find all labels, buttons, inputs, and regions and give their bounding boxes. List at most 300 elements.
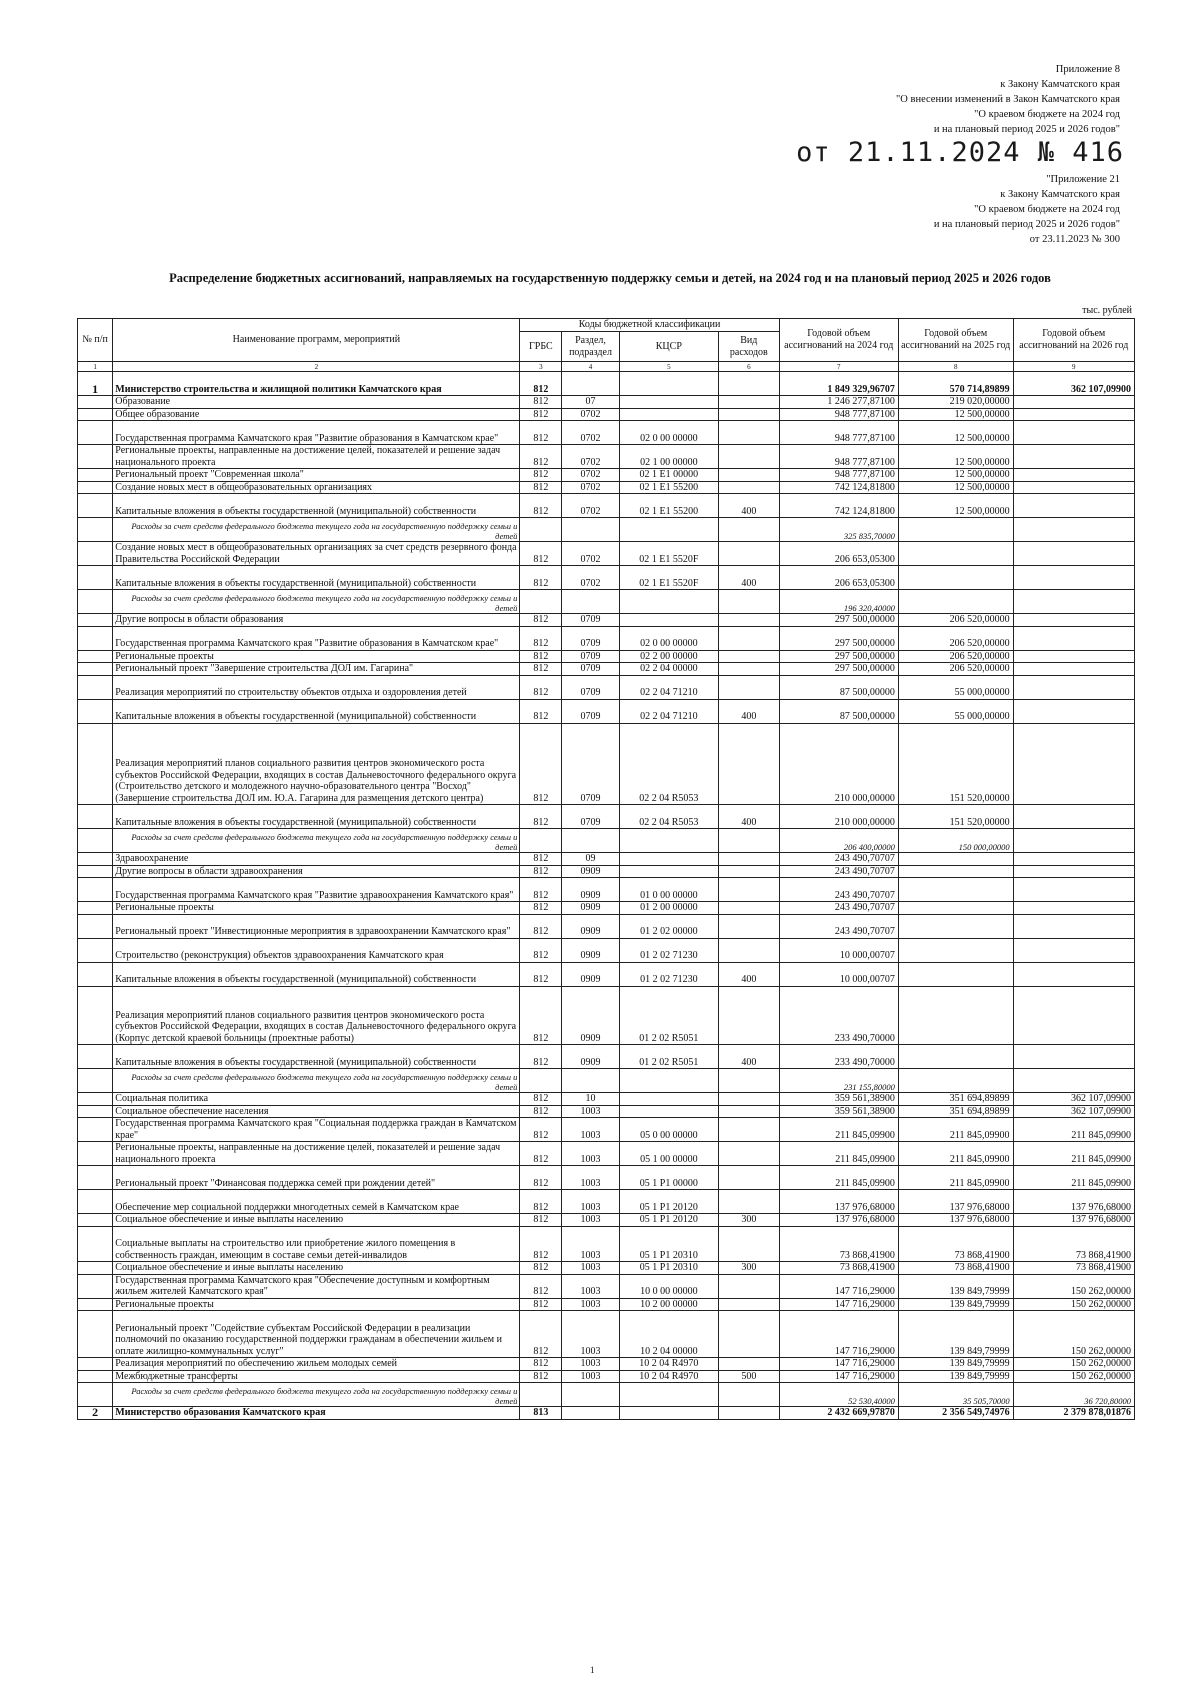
row-vid bbox=[718, 518, 779, 542]
table-row bbox=[78, 962, 1135, 986]
row-vid bbox=[718, 902, 779, 915]
row-section: 0909 bbox=[562, 962, 619, 986]
column-number: 1 bbox=[78, 362, 113, 372]
row-grbs: 812 bbox=[520, 1118, 562, 1142]
row-grbs: 812 bbox=[520, 469, 562, 482]
table-row bbox=[78, 1370, 1135, 1383]
row-vid bbox=[718, 1274, 779, 1298]
row-section: 0709 bbox=[562, 626, 619, 650]
row-grbs: 812 bbox=[520, 902, 562, 915]
header-line: и на плановый период 2025 и 2026 годов" bbox=[933, 124, 1120, 135]
row-kcsr bbox=[619, 372, 718, 396]
row-kcsr: 02 1 E1 5520F bbox=[619, 542, 718, 566]
row-value-2025: 73 868,41900 bbox=[898, 1262, 1013, 1275]
row-value-2025: 151 520,00000 bbox=[898, 805, 1013, 829]
row-kcsr: 05 1 P1 20310 bbox=[619, 1226, 718, 1262]
row-value-2024: 742 124,81800 bbox=[779, 494, 898, 518]
row-grbs: 812 bbox=[520, 962, 562, 986]
row-value-2026 bbox=[1013, 962, 1134, 986]
table-row bbox=[78, 1358, 1135, 1371]
column-number: 4 bbox=[562, 362, 619, 372]
row-value-2026 bbox=[1013, 469, 1134, 482]
row-number bbox=[78, 1190, 113, 1214]
row-vid: 400 bbox=[718, 805, 779, 829]
row-value-2025: 139 849,79999 bbox=[898, 1370, 1013, 1383]
row-name: Другие вопросы в области здравоохранения bbox=[113, 865, 520, 878]
header-line: "О краевом бюджете на 2024 год bbox=[974, 204, 1120, 215]
row-section bbox=[562, 829, 619, 853]
row-grbs bbox=[520, 829, 562, 853]
table-row bbox=[78, 675, 1135, 699]
table-row bbox=[78, 1262, 1135, 1275]
row-name: Образование bbox=[113, 396, 520, 409]
table-row bbox=[78, 1069, 1135, 1093]
row-value-2025: 206 520,00000 bbox=[898, 663, 1013, 676]
row-value-2026: 211 845,09900 bbox=[1013, 1166, 1134, 1190]
row-name: Капитальные вложения в объекты государственной (муниципальной) собственности bbox=[113, 1045, 520, 1069]
column-number: 3 bbox=[520, 362, 562, 372]
row-grbs: 812 bbox=[520, 914, 562, 938]
row-kcsr: 05 1 P1 20120 bbox=[619, 1190, 718, 1214]
row-value-2025 bbox=[898, 1069, 1013, 1093]
row-value-2024: 147 716,29000 bbox=[779, 1298, 898, 1311]
row-value-2026 bbox=[1013, 663, 1134, 676]
row-grbs bbox=[520, 1069, 562, 1093]
table-row bbox=[78, 1214, 1135, 1227]
row-value-2026: 150 262,00000 bbox=[1013, 1311, 1134, 1358]
row-section: 0702 bbox=[562, 408, 619, 421]
column-number: 7 bbox=[779, 362, 898, 372]
row-vid bbox=[718, 1118, 779, 1142]
row-number bbox=[78, 865, 113, 878]
row-vid bbox=[718, 829, 779, 853]
row-value-2024: 73 868,41900 bbox=[779, 1262, 898, 1275]
row-value-2026 bbox=[1013, 878, 1134, 902]
row-kcsr: 01 2 02 00000 bbox=[619, 914, 718, 938]
table-row bbox=[78, 1093, 1135, 1106]
row-number bbox=[78, 1226, 113, 1262]
row-grbs: 812 bbox=[520, 675, 562, 699]
row-grbs: 812 bbox=[520, 1214, 562, 1227]
row-name: Расходы за счет средств федерального бюджета текущего года на государственную поддержку семьи и детей bbox=[113, 1069, 520, 1093]
row-value-2024: 297 500,00000 bbox=[779, 626, 898, 650]
row-value-2024: 137 976,68000 bbox=[779, 1190, 898, 1214]
row-number bbox=[78, 699, 113, 723]
row-value-2025 bbox=[898, 902, 1013, 915]
row-value-2026 bbox=[1013, 902, 1134, 915]
row-vid: 300 bbox=[718, 1214, 779, 1227]
row-vid bbox=[718, 1142, 779, 1166]
row-value-2026 bbox=[1013, 614, 1134, 627]
row-value-2025 bbox=[898, 853, 1013, 866]
row-grbs: 812 bbox=[520, 938, 562, 962]
row-name: Региональные проекты bbox=[113, 1298, 520, 1311]
column-number: 9 bbox=[1013, 362, 1134, 372]
column-number: 6 bbox=[718, 362, 779, 372]
row-kcsr: 02 2 04 00000 bbox=[619, 663, 718, 676]
row-number bbox=[78, 1383, 113, 1407]
row-value-2024: 233 490,70000 bbox=[779, 1045, 898, 1069]
row-section: 0909 bbox=[562, 938, 619, 962]
row-value-2024: 206 653,05300 bbox=[779, 566, 898, 590]
row-name: Реализация мероприятий по строительству объектов отдыха и оздоровления детей bbox=[113, 675, 520, 699]
row-value-2025: 137 976,68000 bbox=[898, 1214, 1013, 1227]
row-section: 0909 bbox=[562, 865, 619, 878]
row-vid: 400 bbox=[718, 566, 779, 590]
row-value-2024: 210 000,00000 bbox=[779, 805, 898, 829]
table-row bbox=[78, 1407, 1135, 1420]
row-value-2025: 139 849,79999 bbox=[898, 1274, 1013, 1298]
row-value-2025: 12 500,00000 bbox=[898, 481, 1013, 494]
row-value-2025: 139 849,79999 bbox=[898, 1298, 1013, 1311]
row-section: 10 bbox=[562, 1093, 619, 1106]
row-value-2025: 35 505,70000 bbox=[898, 1383, 1013, 1407]
row-vid: 500 bbox=[718, 1370, 779, 1383]
row-section: 0702 bbox=[562, 481, 619, 494]
table-row bbox=[78, 829, 1135, 853]
row-grbs: 812 bbox=[520, 650, 562, 663]
row-kcsr bbox=[619, 590, 718, 614]
row-name: Государственная программа Камчатского края "Развитие образования в Камчатском крае" bbox=[113, 421, 520, 445]
row-value-2026 bbox=[1013, 542, 1134, 566]
row-value-2026: 362 107,09900 bbox=[1013, 1105, 1134, 1118]
row-value-2025: 12 500,00000 bbox=[898, 408, 1013, 421]
table-row bbox=[78, 1311, 1135, 1358]
table-row bbox=[78, 938, 1135, 962]
row-value-2026 bbox=[1013, 408, 1134, 421]
col-header-name: Наименование программ, мероприятий bbox=[113, 319, 520, 362]
row-value-2024: 359 561,38900 bbox=[779, 1105, 898, 1118]
row-value-2026: 362 107,09900 bbox=[1013, 372, 1134, 396]
row-name: Капитальные вложения в объекты государственной (муниципальной) собственности bbox=[113, 805, 520, 829]
row-number: 2 bbox=[78, 1407, 113, 1420]
row-value-2026 bbox=[1013, 914, 1134, 938]
row-section: 1003 bbox=[562, 1262, 619, 1275]
row-kcsr: 02 1 E1 55200 bbox=[619, 494, 718, 518]
row-number bbox=[78, 902, 113, 915]
row-number bbox=[78, 518, 113, 542]
table-row bbox=[78, 445, 1135, 469]
col-header-section: Раздел, подраздел bbox=[562, 332, 619, 362]
page-number: 1 bbox=[590, 1665, 595, 1675]
row-value-2024: 147 716,29000 bbox=[779, 1311, 898, 1358]
row-number bbox=[78, 445, 113, 469]
row-value-2026 bbox=[1013, 590, 1134, 614]
row-grbs bbox=[520, 1383, 562, 1407]
col-header-2025: Годовой объем ассигнований на 2025 год bbox=[898, 319, 1013, 362]
row-number bbox=[78, 1358, 113, 1371]
header-line: "О внесении изменений в Закон Камчатского края bbox=[896, 94, 1120, 105]
table-row bbox=[78, 902, 1135, 915]
row-section: 1003 bbox=[562, 1274, 619, 1298]
row-value-2026 bbox=[1013, 865, 1134, 878]
row-kcsr bbox=[619, 1093, 718, 1106]
row-section bbox=[562, 1407, 619, 1420]
row-vid bbox=[718, 1383, 779, 1407]
row-kcsr: 10 2 04 00000 bbox=[619, 1311, 718, 1358]
row-value-2026: 150 262,00000 bbox=[1013, 1298, 1134, 1311]
table-row bbox=[78, 723, 1135, 805]
table-row bbox=[78, 1274, 1135, 1298]
row-vid bbox=[718, 675, 779, 699]
row-value-2025: 211 845,09900 bbox=[898, 1118, 1013, 1142]
row-value-2025: 206 520,00000 bbox=[898, 626, 1013, 650]
row-name: Капитальные вложения в объекты государственной (муниципальной) собственности bbox=[113, 699, 520, 723]
row-grbs: 812 bbox=[520, 853, 562, 866]
row-kcsr: 05 1 P1 20120 bbox=[619, 1214, 718, 1227]
row-name: Создание новых мест в общеобразовательных организациях за счет средств резервного фонда Правительства Российской Федерации bbox=[113, 542, 520, 566]
row-name: Региональный проект "Современная школа" bbox=[113, 469, 520, 482]
row-name: Региональные проекты bbox=[113, 902, 520, 915]
row-number bbox=[78, 614, 113, 627]
row-value-2025: 151 520,00000 bbox=[898, 723, 1013, 805]
column-number-row bbox=[78, 362, 1135, 372]
row-value-2024: 359 561,38900 bbox=[779, 1093, 898, 1106]
row-kcsr: 01 0 00 00000 bbox=[619, 878, 718, 902]
row-section: 1003 bbox=[562, 1214, 619, 1227]
row-section bbox=[562, 590, 619, 614]
table-row bbox=[78, 408, 1135, 421]
row-name: Региональные проекты, направленные на достижение целей, показателей и решение задач национального проекта bbox=[113, 445, 520, 469]
table-row bbox=[78, 1045, 1135, 1069]
column-number: 8 bbox=[898, 362, 1013, 372]
row-number: 1 bbox=[78, 372, 113, 396]
row-value-2025: 570 714,89899 bbox=[898, 372, 1013, 396]
row-number bbox=[78, 421, 113, 445]
row-vid bbox=[718, 1298, 779, 1311]
row-value-2025: 2 356 549,74976 bbox=[898, 1407, 1013, 1420]
row-value-2025: 12 500,00000 bbox=[898, 445, 1013, 469]
row-vid bbox=[718, 865, 779, 878]
row-kcsr: 02 1 E1 55200 bbox=[619, 481, 718, 494]
row-name: Социальные выплаты на строительство или приобретение жилого помещения в собственность граждан, имеющим в составе семьи детей-инвалидов bbox=[113, 1226, 520, 1262]
row-value-2026 bbox=[1013, 986, 1134, 1045]
row-value-2026: 150 262,00000 bbox=[1013, 1274, 1134, 1298]
row-value-2024: 211 845,09900 bbox=[779, 1142, 898, 1166]
row-kcsr: 02 0 00 00000 bbox=[619, 421, 718, 445]
table-row bbox=[78, 396, 1135, 409]
row-vid bbox=[718, 626, 779, 650]
table-row bbox=[78, 518, 1135, 542]
row-kcsr: 05 0 00 00000 bbox=[619, 1118, 718, 1142]
row-value-2026 bbox=[1013, 566, 1134, 590]
row-number bbox=[78, 1045, 113, 1069]
row-value-2026: 36 720,80000 bbox=[1013, 1383, 1134, 1407]
row-section: 0702 bbox=[562, 494, 619, 518]
row-value-2025: 351 694,89899 bbox=[898, 1093, 1013, 1106]
row-value-2026: 362 107,09900 bbox=[1013, 1093, 1134, 1106]
row-grbs: 812 bbox=[520, 566, 562, 590]
row-grbs: 812 bbox=[520, 1311, 562, 1358]
row-grbs: 812 bbox=[520, 699, 562, 723]
table-row bbox=[78, 1166, 1135, 1190]
table-row bbox=[78, 878, 1135, 902]
row-vid bbox=[718, 914, 779, 938]
row-name: Капитальные вложения в объекты государственной (муниципальной) собственности bbox=[113, 962, 520, 986]
row-name: Капитальные вложения в объекты государственной (муниципальной) собственности bbox=[113, 494, 520, 518]
row-name: Региональные проекты, направленные на достижение целей, показателей и решение задач национального проекта bbox=[113, 1142, 520, 1166]
row-kcsr bbox=[619, 518, 718, 542]
row-vid bbox=[718, 650, 779, 663]
table-row bbox=[78, 590, 1135, 614]
row-name: Социальное обеспечение и иные выплаты населению bbox=[113, 1262, 520, 1275]
row-kcsr: 01 2 02 71230 bbox=[619, 962, 718, 986]
row-kcsr: 02 2 04 R5053 bbox=[619, 805, 718, 829]
original-appendix-header bbox=[934, 172, 1120, 247]
row-section: 0909 bbox=[562, 914, 619, 938]
row-name: Расходы за счет средств федерального бюджета текущего года на государственную поддержку семьи и детей bbox=[113, 590, 520, 614]
row-number bbox=[78, 962, 113, 986]
row-value-2025: 12 500,00000 bbox=[898, 469, 1013, 482]
table-row bbox=[78, 853, 1135, 866]
row-kcsr bbox=[619, 829, 718, 853]
row-kcsr bbox=[619, 408, 718, 421]
row-value-2024: 10 000,00707 bbox=[779, 962, 898, 986]
row-grbs: 812 bbox=[520, 986, 562, 1045]
row-value-2025 bbox=[898, 986, 1013, 1045]
row-grbs bbox=[520, 518, 562, 542]
row-kcsr: 01 2 02 71230 bbox=[619, 938, 718, 962]
row-section: 1003 bbox=[562, 1298, 619, 1311]
row-value-2025 bbox=[898, 518, 1013, 542]
row-grbs: 812 bbox=[520, 1298, 562, 1311]
row-value-2024: 206 653,05300 bbox=[779, 542, 898, 566]
row-value-2026 bbox=[1013, 421, 1134, 445]
row-value-2025 bbox=[898, 878, 1013, 902]
table-row bbox=[78, 865, 1135, 878]
row-kcsr: 10 2 04 R4970 bbox=[619, 1370, 718, 1383]
row-value-2026 bbox=[1013, 829, 1134, 853]
row-value-2025 bbox=[898, 590, 1013, 614]
row-vid bbox=[718, 1093, 779, 1106]
table-row bbox=[78, 1142, 1135, 1166]
row-value-2025: 351 694,89899 bbox=[898, 1105, 1013, 1118]
row-name: Государственная программа Камчатского края "Развитие образования в Камчатском крае" bbox=[113, 626, 520, 650]
row-value-2024: 297 500,00000 bbox=[779, 614, 898, 627]
table-row bbox=[78, 626, 1135, 650]
row-value-2024: 137 976,68000 bbox=[779, 1214, 898, 1227]
table-row bbox=[78, 1190, 1135, 1214]
row-value-2026: 2 379 878,01876 bbox=[1013, 1407, 1134, 1420]
row-section: 0702 bbox=[562, 566, 619, 590]
row-kcsr bbox=[619, 1407, 718, 1420]
row-value-2025 bbox=[898, 962, 1013, 986]
row-value-2026 bbox=[1013, 494, 1134, 518]
row-kcsr: 10 2 04 R4970 bbox=[619, 1358, 718, 1371]
row-value-2025: 12 500,00000 bbox=[898, 494, 1013, 518]
row-name: Общее образование bbox=[113, 408, 520, 421]
col-header-grbs: ГРБС bbox=[520, 332, 562, 362]
row-number bbox=[78, 1118, 113, 1142]
row-name: Государственная программа Камчатского края "Развитие здравоохранения Камчатского края" bbox=[113, 878, 520, 902]
row-section: 0702 bbox=[562, 421, 619, 445]
row-kcsr bbox=[619, 1105, 718, 1118]
row-name: Расходы за счет средств федерального бюджета текущего года на государственную поддержку семьи и детей bbox=[113, 829, 520, 853]
row-number bbox=[78, 1274, 113, 1298]
row-name: Социальное обеспечение и иные выплаты населению bbox=[113, 1214, 520, 1227]
row-grbs: 812 bbox=[520, 1105, 562, 1118]
row-vid bbox=[718, 723, 779, 805]
row-number bbox=[78, 663, 113, 676]
row-value-2025: 55 000,00000 bbox=[898, 699, 1013, 723]
row-value-2026: 73 868,41900 bbox=[1013, 1226, 1134, 1262]
row-number bbox=[78, 1093, 113, 1106]
row-value-2024: 1 246 277,87100 bbox=[779, 396, 898, 409]
row-number bbox=[78, 650, 113, 663]
row-kcsr: 01 2 00 00000 bbox=[619, 902, 718, 915]
row-name: Министерство строительства и жилищной политики Камчатского края bbox=[113, 372, 520, 396]
row-vid bbox=[718, 590, 779, 614]
row-value-2025: 211 845,09900 bbox=[898, 1142, 1013, 1166]
row-grbs: 812 bbox=[520, 865, 562, 878]
row-value-2024: 231 155,80000 bbox=[779, 1069, 898, 1093]
row-value-2026 bbox=[1013, 1045, 1134, 1069]
col-header-kcsr: КЦСР bbox=[619, 332, 718, 362]
col-header-codes: Коды бюджетной классификации bbox=[520, 319, 779, 332]
row-value-2024: 297 500,00000 bbox=[779, 663, 898, 676]
registration-stamp: от 21.11.2024 № 416 bbox=[796, 137, 1124, 168]
row-number bbox=[78, 914, 113, 938]
row-name: Расходы за счет средств федерального бюджета текущего года на государственную поддержку семьи и детей bbox=[113, 518, 520, 542]
row-number bbox=[78, 566, 113, 590]
row-value-2025 bbox=[898, 542, 1013, 566]
row-kcsr: 05 1 00 00000 bbox=[619, 1142, 718, 1166]
row-number bbox=[78, 1298, 113, 1311]
row-number bbox=[78, 853, 113, 866]
row-value-2024: 147 716,29000 bbox=[779, 1370, 898, 1383]
table-row bbox=[78, 372, 1135, 396]
row-number bbox=[78, 1311, 113, 1358]
row-grbs: 812 bbox=[520, 614, 562, 627]
row-grbs bbox=[520, 590, 562, 614]
row-name: Обеспечение мер социальной поддержки многодетных семей в Камчатском крае bbox=[113, 1190, 520, 1214]
row-value-2026 bbox=[1013, 1069, 1134, 1093]
row-value-2024: 87 500,00000 bbox=[779, 675, 898, 699]
row-kcsr: 01 2 02 R5051 bbox=[619, 1045, 718, 1069]
row-grbs: 812 bbox=[520, 1274, 562, 1298]
row-value-2024: 206 400,00000 bbox=[779, 829, 898, 853]
row-value-2024: 10 000,00707 bbox=[779, 938, 898, 962]
row-value-2025: 139 849,79999 bbox=[898, 1311, 1013, 1358]
row-value-2026 bbox=[1013, 938, 1134, 962]
row-section: 0709 bbox=[562, 663, 619, 676]
row-number bbox=[78, 723, 113, 805]
row-value-2024: 243 490,70707 bbox=[779, 865, 898, 878]
row-section: 0709 bbox=[562, 675, 619, 699]
row-name: Реализация мероприятий планов социального развития центров экономического роста субъектов Российской Федерации, входящих в состав Дальневосточного федерального округа (Строительство детского и молодежного научно-образовательного центра "Восход" (Завершение строительства ДОЛ им. Ю.А. Гагарина для размещения детского центра) bbox=[113, 723, 520, 805]
row-number bbox=[78, 1105, 113, 1118]
row-value-2024: 297 500,00000 bbox=[779, 650, 898, 663]
row-number bbox=[78, 805, 113, 829]
row-value-2026: 73 868,41900 bbox=[1013, 1262, 1134, 1275]
row-section: 07 bbox=[562, 396, 619, 409]
row-name: Создание новых мест в общеобразовательных организациях bbox=[113, 481, 520, 494]
row-vid: 300 bbox=[718, 1262, 779, 1275]
row-vid bbox=[718, 663, 779, 676]
row-value-2026: 137 976,68000 bbox=[1013, 1190, 1134, 1214]
row-value-2026 bbox=[1013, 675, 1134, 699]
row-section: 0702 bbox=[562, 542, 619, 566]
row-grbs: 812 bbox=[520, 542, 562, 566]
row-value-2026 bbox=[1013, 518, 1134, 542]
row-grbs: 812 bbox=[520, 396, 562, 409]
row-vid bbox=[718, 1311, 779, 1358]
row-name: Межбюджетные трансферты bbox=[113, 1370, 520, 1383]
row-value-2025: 206 520,00000 bbox=[898, 614, 1013, 627]
row-value-2026 bbox=[1013, 481, 1134, 494]
row-section: 1003 bbox=[562, 1105, 619, 1118]
row-section: 1003 bbox=[562, 1370, 619, 1383]
